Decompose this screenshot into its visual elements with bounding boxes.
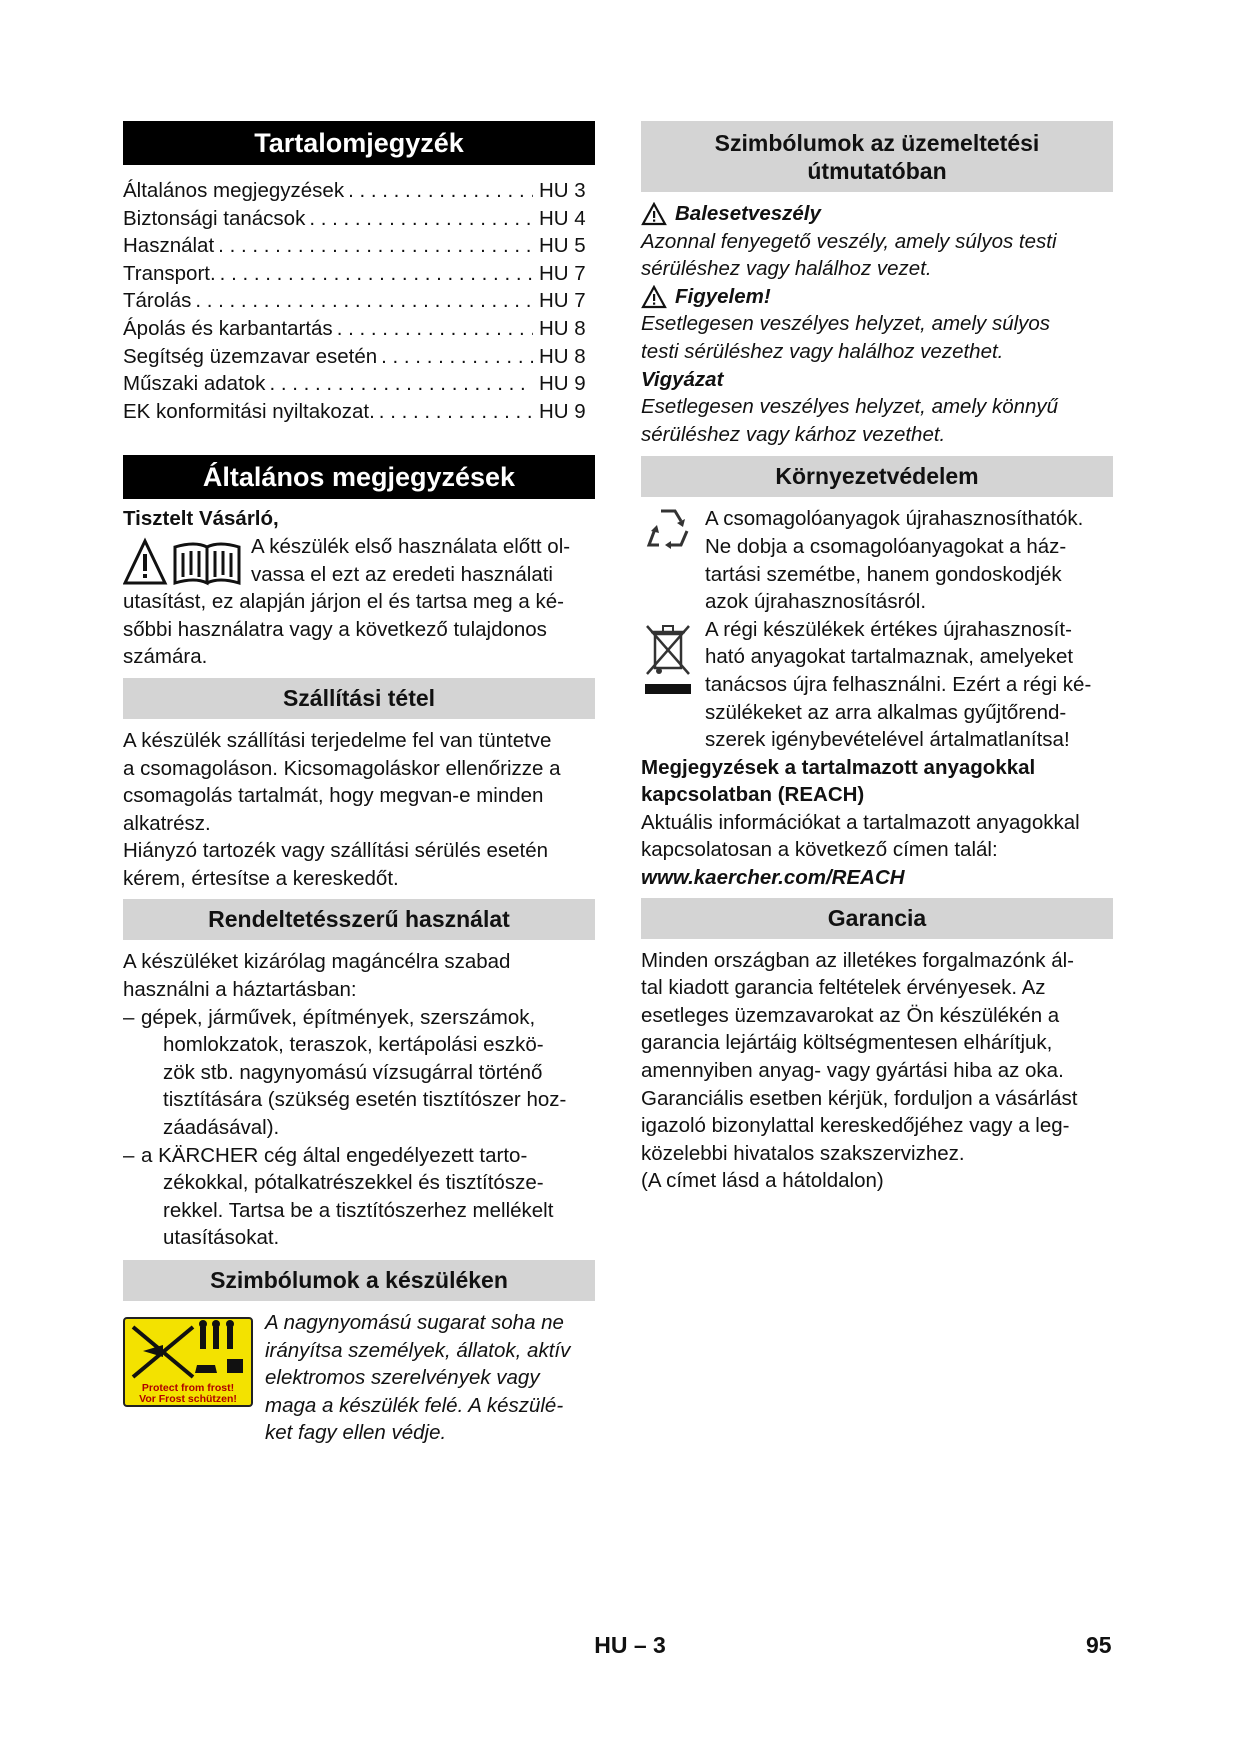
toc-entry[interactable]: EK konformitási nyiltakozat. . . . HU 9 — [123, 398, 595, 426]
recycle-row: A csomagolóanyagok újrahasznosíthatók. Ne dobja a csomagolóanyagokat a ház- tartási szemétbe, hanem gondoskodjék azok újrahasznosításról. — [641, 505, 1113, 615]
frost-protection-label-icon — [123, 1317, 253, 1407]
toc-entry[interactable]: Tárolás . . . HU 7 — [123, 287, 595, 315]
device-symbols-row — [123, 1309, 595, 1447]
warranty-heading: Garancia — [641, 898, 1113, 939]
frost-label-line2: Vor Frost schützen! — [139, 1393, 237, 1405]
toc-entry[interactable]: Műszaki adatok . . . HU 9 — [123, 370, 595, 398]
recycle-icon — [641, 505, 695, 555]
toc-entry[interactable]: Biztonsági tanácsok . . . HU 4 — [123, 205, 595, 233]
section-page-label: HU – 3 — [594, 1632, 666, 1658]
greeting: Tisztelt Vásárló, — [123, 507, 279, 531]
reach-link[interactable]: www.kaercher.com/REACH — [641, 866, 905, 890]
warning-triangle-icon — [641, 285, 667, 309]
intro-paragraph: A készülék első használata előtt ol- vassa el ezt az eredeti használati utasítást, ez alapján járjon el és tartsa meg a ké- sőbbi használatra vagy a következő tulajdonos számára. — [123, 534, 571, 669]
crossed-out-bin-icon — [641, 620, 695, 700]
toc-entry[interactable]: Ápolás és karbantartás . . . HU 8 — [123, 315, 595, 343]
reach-heading: Megjegyzések a tartalmazott anyagokkal kapcsolatban (REACH) — [641, 755, 1036, 807]
manual-symbols-text: Balesetveszély Azonnal fenyegető veszély, amely súlyos testi sérüléshez vagy halálhoz vezet. Figyelem! Esetlegesen veszélyes helyzet, amely súlyos testi sérüléshez vagy halálhoz vezethet. Vigyázat Esetlegesen veszélyes helyzet, amely könnyű sérüléshez vagy kárhoz vezethet. — [641, 200, 1113, 448]
manual-symbols-heading: Szimbólumok az üzemeltetési útmutatóban — [641, 121, 1113, 192]
intended-use-heading: Rendeltetésszerű használat — [123, 899, 595, 940]
toc-entry[interactable]: Használat . . . HU 5 — [123, 232, 595, 260]
toc-entry[interactable]: Általános megjegyzések . . . HU 3 — [123, 177, 595, 205]
environment-heading: Környezetvédelem — [641, 456, 1113, 497]
toc-heading: Tartalomjegyzék — [123, 121, 595, 165]
list-item: – a KÄRCHER cég által engedélyezett tarto- zékokkal, pótalkatrészekkel és tisztítósze- rekkel. Tartsa be a tisztítószerhez mellékelt utasításokat. — [123, 1143, 554, 1250]
delivery-heading: Szállítási tétel — [123, 678, 595, 719]
toc-list — [123, 177, 595, 425]
toc-entry[interactable]: Transport. . . . HU 7 — [123, 260, 595, 288]
left-column — [123, 121, 595, 1447]
environment-text: A csomagolóanyagok újrahasznosíthatók. Ne dobja a csomagolóanyagokat a ház- tartási szemétbe, hanem gondoskodjék azok újrahasznosításról. A régi készülékek értékes újrahasznosít- ható anyagokat tartalmaznak, amelyeket tanácsos újra felhasználni. Ezért a régi ké- szülékeket az arra alkalmas gyűjtőrend- szerek igénybevételével ártalmatlanítsa! Megjegyzések a tartalmazott anyagokkal kapcsolatban (REACH) Aktuális információkat a tartalmazott anyagokkal kapcsolatosan a következő címen talál: www.kaercher.com/REACH — [641, 505, 1113, 891]
toc-entry[interactable]: Segítség üzemzavar esetén . . . HU 8 — [123, 343, 595, 371]
frost-label-line1: Protect from frost! — [141, 1382, 235, 1394]
danger-line: Balesetveszély — [641, 200, 1113, 228]
page-number: 95 — [1086, 1632, 1112, 1658]
caution-title: Vigyázat — [641, 367, 724, 391]
list-item: – gépek, járművek, építmények, szerszámok, homlokzatok, teraszok, kertápolási eszkö- zök stb. nagynyomású vízsugárral történő tisztítására (szükség esetén tisztítószer hoz- záadásával). — [123, 1005, 567, 1140]
general-notes-heading: Általános megjegyzések — [123, 455, 595, 499]
right-column — [641, 121, 1113, 1195]
warning-line: Figyelem! — [641, 283, 1113, 311]
weee-row: A régi készülékek értékes újrahasznosít- ható anyagokat tartalmaznak, amelyeket tanácsos újra felhasználni. Ezért a régi ké- szülékeket az arra alkalmas gyűjtőrend- szerek igénybevételével ártalmatlanítsa! — [641, 616, 1113, 754]
intended-use-text: A készüléket kizárólag magáncélra szabad használni a háztartásban: – gépek, járművek, építmények, szerszámok, homlokzatok, teraszok, kertápolási eszkö- zök stb. nagynyomású vízsugárral történő tisztítására (szükség esetén tisztítószer hoz- záadásával). – a KÄRCHER cég által engedélyezett tarto- zékokkal, pótalkatrészekkel és tisztítósze- rekkel. Tartsa be a tisztítószerhez mellékelt utasításokat. — [123, 948, 595, 1252]
device-symbols-text: A nagynyomású sugarat soha ne irányítsa személyek, állatok, aktív elektromos szerelvények vagy maga a készülék felé. A készülé- ket fagy ellen védje. — [265, 1311, 571, 1445]
read-manual-warning-icon — [123, 537, 241, 587]
warranty-text: Minden országban az illetékes forgalmazónk ál- tal kiadott garancia feltételek érvényesek. Az esetleges üzemzavarokat az Ön készülékén a garancia lejártáig költségmentesen elhárítjuk, amennyiben anyag- vagy gyártási hiba az oka. Garanciális esetben kérjük, forduljon a vásárlást igazoló bizonylattal kereskedőjéhez vagy a leg- közelebbi hivatalos szakszervizhez. (A címet lásd a hátoldalon) — [641, 948, 1078, 1193]
warning-triangle-icon — [641, 202, 667, 226]
device-symbols-heading: Szimbólumok a készüléken — [123, 1260, 595, 1301]
delivery-text: A készülék szállítási terjedelme fel van tüntetve a csomagoláson. Kicsomagoláskor ellenőrizze a csomagolás tartalmát, hogy megvan-e minden alkatrész. Hiányzó tartozék vagy szállítási sérülés esetén kérem, értesítse a kereskedőt. — [123, 728, 561, 890]
